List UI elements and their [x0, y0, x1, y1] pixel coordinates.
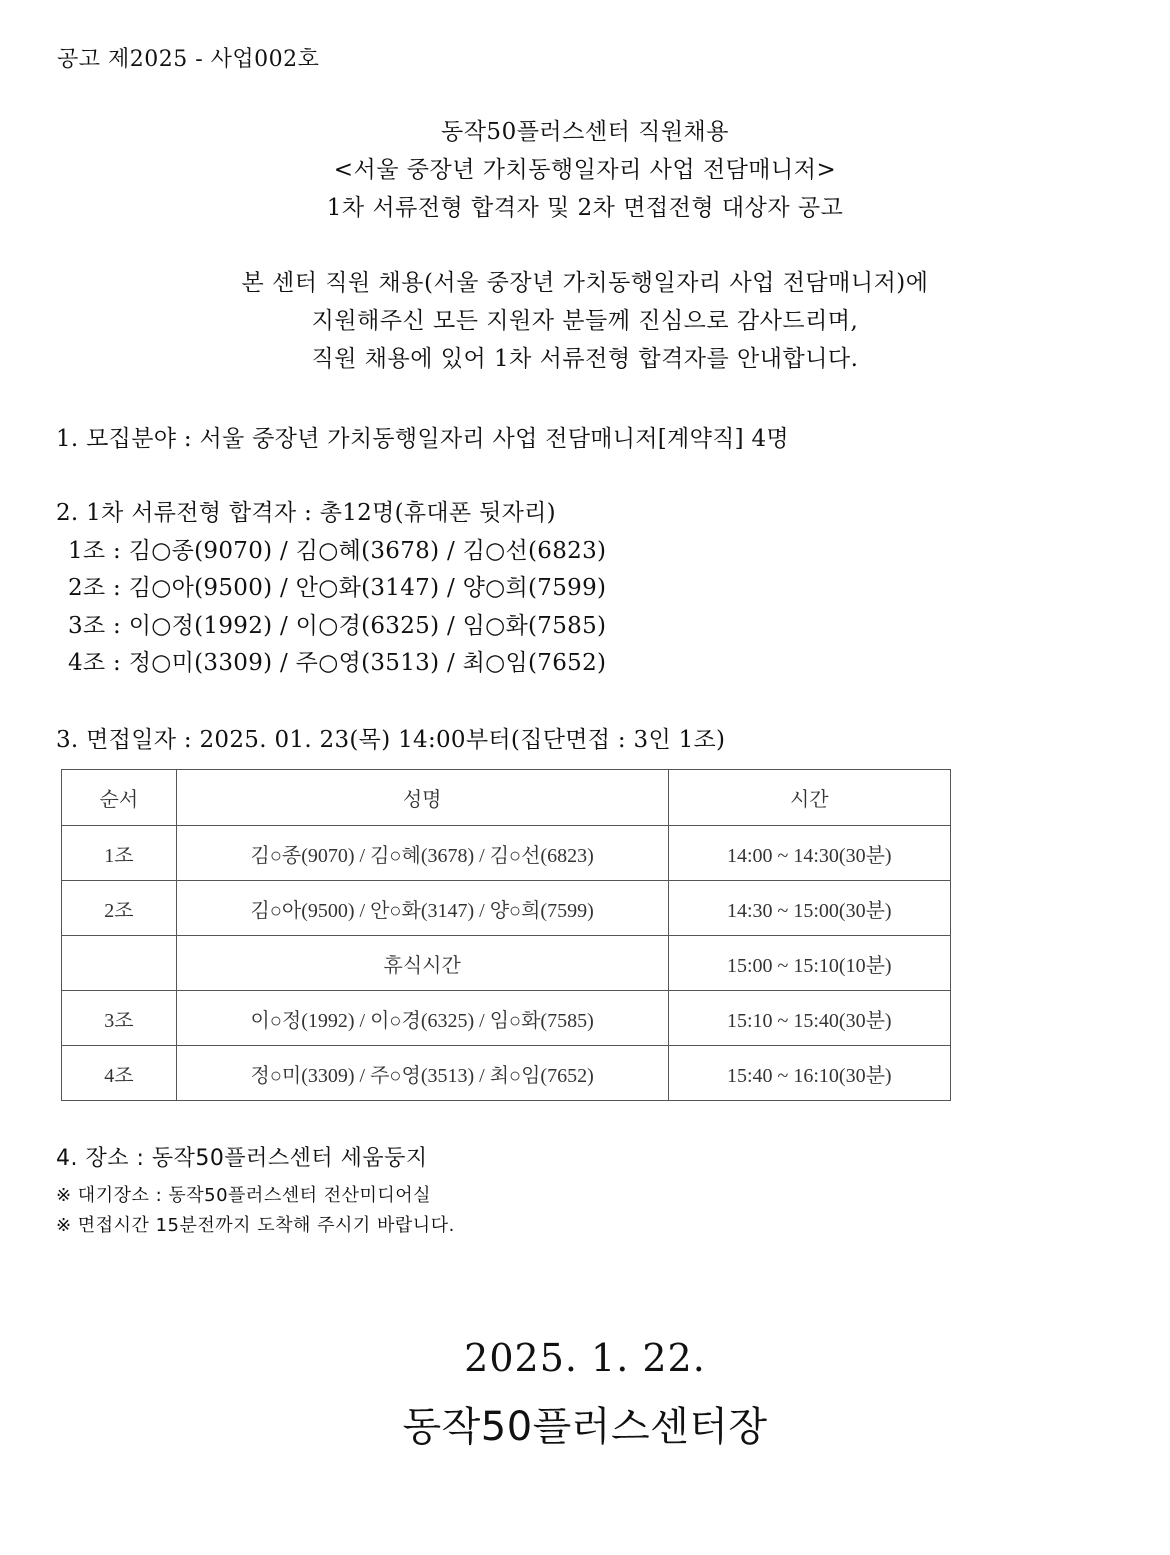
cell-names: 이○정(1992) / 이○경(6325) / 임○화(7585): [176, 991, 668, 1046]
note-waiting-room: ※ 대기장소 : 동작50플러스센터 전산미디어실: [56, 1185, 432, 1206]
cell-time: 15:40 ~ 16:10(30분): [668, 1046, 950, 1101]
intro-line-2: 지원해주신 모든 지원자 분들께 진심으로 감사드리며,: [311, 308, 859, 334]
cell-order: 1조: [62, 826, 177, 881]
table-header-row: [62, 770, 951, 826]
section-interview-date: 3. 면접일자 : 2025. 01. 23(목) 14:00부터(집단면접 : 3인 1조): [56, 727, 726, 753]
cell-order: [62, 936, 177, 991]
cell-time: 15:00 ~ 15:10(10분): [668, 936, 950, 991]
announcement-date: 2025. 1. 22.: [464, 1336, 706, 1380]
cell-time: 14:00 ~ 14:30(30분): [668, 826, 950, 881]
table-row-break: [62, 936, 951, 991]
intro-line-1: 본 센터 직원 채용(서울 중장년 가치동행일자리 사업 전담매니저)에: [241, 270, 929, 296]
title-line-3: 1차 서류전형 합격자 및 2차 면접전형 대상자 공고: [326, 195, 844, 221]
group-line-3: 3조 : 이○정(1992) / 이○경(6325) / 임○화(7585): [68, 613, 607, 639]
title-line-1: 동작50플러스센터 직원채용: [441, 119, 729, 145]
header-time: 시간: [668, 770, 950, 826]
cell-order: 4조: [62, 1046, 177, 1101]
notice-number: 공고 제2025 - 사업002호: [57, 47, 320, 72]
interview-schedule-table: [61, 769, 951, 1101]
cell-time: 15:10 ~ 15:40(30분): [668, 991, 950, 1046]
table-row: [62, 991, 951, 1046]
group-line-1: 1조 : 김○종(9070) / 김○혜(3678) / 김○선(6823): [68, 538, 607, 564]
group-line-4: 4조 : 정○미(3309) / 주○영(3513) / 최○임(7652): [68, 650, 607, 676]
section-location: 4. 장소 : 동작50플러스센터 세움둥지: [56, 1146, 428, 1171]
section-recruitment-field: 1. 모집분야 : 서울 중장년 가치동행일자리 사업 전담매니저[계약직] 4명: [56, 426, 789, 452]
cell-order: 3조: [62, 991, 177, 1046]
note-arrival-time: ※ 면접시간 15분전까지 도착해 주시기 바랍니다.: [56, 1215, 455, 1236]
cell-time: 14:30 ~ 15:00(30분): [668, 881, 950, 936]
table-row: [62, 881, 951, 936]
cell-names: 김○아(9500) / 안○화(3147) / 양○희(7599): [176, 881, 668, 936]
title-line-2: <서울 중장년 가치동행일자리 사업 전담매니저>: [333, 157, 837, 183]
header-order: 순서: [62, 770, 177, 826]
section-passed-applicants: 2. 1차 서류전형 합격자 : 총12명(휴대폰 뒷자리): [56, 500, 556, 526]
table-row: [62, 1046, 951, 1101]
group-line-2: 2조 : 김○아(9500) / 안○화(3147) / 양○희(7599): [68, 575, 607, 601]
intro-line-3: 직원 채용에 있어 1차 서류전형 합격자를 안내합니다.: [311, 346, 859, 372]
signer-title: 동작50플러스센터장: [402, 1404, 768, 1450]
cell-names: 정○미(3309) / 주○영(3513) / 최○임(7652): [176, 1046, 668, 1101]
cell-names: 김○종(9070) / 김○혜(3678) / 김○선(6823): [176, 826, 668, 881]
cell-order: 2조: [62, 881, 177, 936]
table-row: [62, 826, 951, 881]
cell-names: 휴식시간: [176, 936, 668, 991]
header-name: 성명: [176, 770, 668, 826]
